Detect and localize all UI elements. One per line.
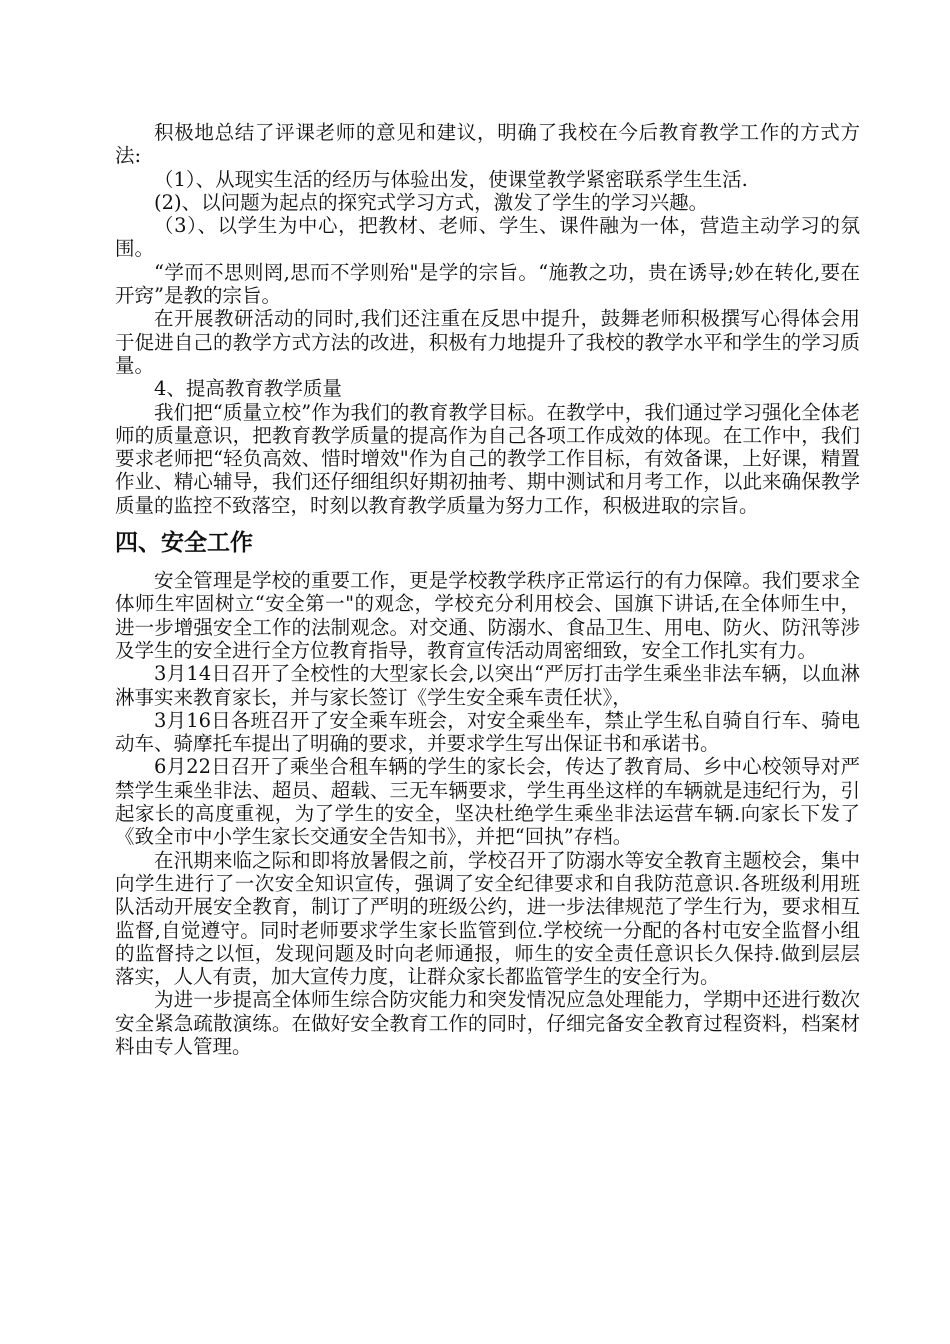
document-page	[115, 121, 860, 1058]
paragraph: 3月14日召开了全校性的大型家长会,以突出“严厉打击学生乘坐非法车辆，以血淋淋事实来教育家长，并与家长签订《学生安全乘车责任状》，	[115, 662, 860, 709]
paragraph: 安全管理是学校的重要工作，更是学校教学秩序正常运行的有力保障。我们要求全体师生牢固树立“安全第一"的观念，学校充分利用校会、国旗下讲话,在全体师生中，进一步增强安全工作的法制观念。对交通、防溺水、食品卫生、用电、防火、防汛等涉及学生的安全进行全方位教育指导，教育宣传活动周密细致，安全工作扎实有力。	[115, 569, 860, 662]
list-item-1: （1）、从现实生活的经历与体验出发，使课堂教学紧密联系学生生活.	[154, 167, 748, 191]
paragraph: 积极地总结了评课老师的意见和建议，明确了我校在今后教育教学工作的方式方法:	[115, 121, 860, 168]
paragraph: 6月22日召开了乘坐合租车辆的学生的家长会，传达了教育局、乡中心校领导对严禁学生乘坐非法、超员、超载、三无车辆要求，学生再坐这样的车辆就是违纪行为，引起家长的高度重视，为了学生的安全，坚决杜绝学生乘坐非法运营车辆.向家长下发了《致全市中小学生家长交通安全告知书》，并把“回执”存档。	[115, 755, 860, 849]
paragraph: 我们把“质量立校”作为我们的教育教学目标。在教学中，我们通过学习强化全体老师的质量意识，把教育教学质量的提高作为自己各项工作成效的体现。在工作中，我们要求老师把“轻负高效、惜时增效"作为自己的教学工作目标，有效备课，上好课，精置作业、精心辅导，我们还仔细组织好期初抽考、期中测试和月考工作，以此来确保教学质量的监控不致落空，时刻以教育教学质量为努力工作，积极进取的宗旨。	[115, 400, 860, 517]
paragraph: 为进一步提高全体师生综合防灾能力和突发情况应急处理能力，学期中还进行数次安全紧急疏散演练。在做好安全教育工作的同时，仔细完备安全教育过程资料，档案材料由专人管理。	[115, 988, 860, 1058]
paragraph: 在开展教研活动的同时,我们还注重在反思中提升，鼓舞老师积极撰写心得体会用于促进自己的教学方式方法的改进，积极有力地提升了我校的教学水平和学生的学习质量。	[115, 307, 860, 377]
list-item-2: (2)、以问题为起点的探究式学习方式，激发了学生的学习兴趣。	[154, 190, 709, 214]
paragraph: “学而不思则罔,思而不学则殆"是学的宗旨。“施教之功，贵在诱导;妙在转化,要在开窍”是教的宗旨。	[115, 260, 860, 308]
paragraph: 在汛期来临之际和即将放暑假之前，学校召开了防溺水等安全教育主题校会，集中向学生进行了一次安全知识宣传，强调了安全纪律要求和自我防范意识.各班级利用班队活动开展安全教育，制订了严明的班级公约，进一步法律规范了学生行为，要求相互监督,自觉遵守。同时老师要求学生家长监管到位.学校统一分配的各村屯安全监督小组的监督持之以恒，发现问题及时向老师通报，师生的安全责任意识长久保持.做到层层落实，人人有责，加大宣传力度，让群众家长都监管学生的安全行为。	[115, 848, 860, 989]
subheading: 4、提高教育教学质量	[154, 377, 342, 401]
paragraph: 3月16日各班召开了安全乘车班会，对安全乘坐车，禁止学生私自骑自行车、骑电动车、骑摩托车提出了明确的要求，并要求学生写出保证书和承诺书。	[115, 708, 860, 756]
section-heading: 四、安全工作	[115, 530, 253, 557]
list-item-3: （3）、以学生为中心，把教材、老师、学生、课件融为一体，营造主动学习的氛围。	[115, 214, 860, 261]
